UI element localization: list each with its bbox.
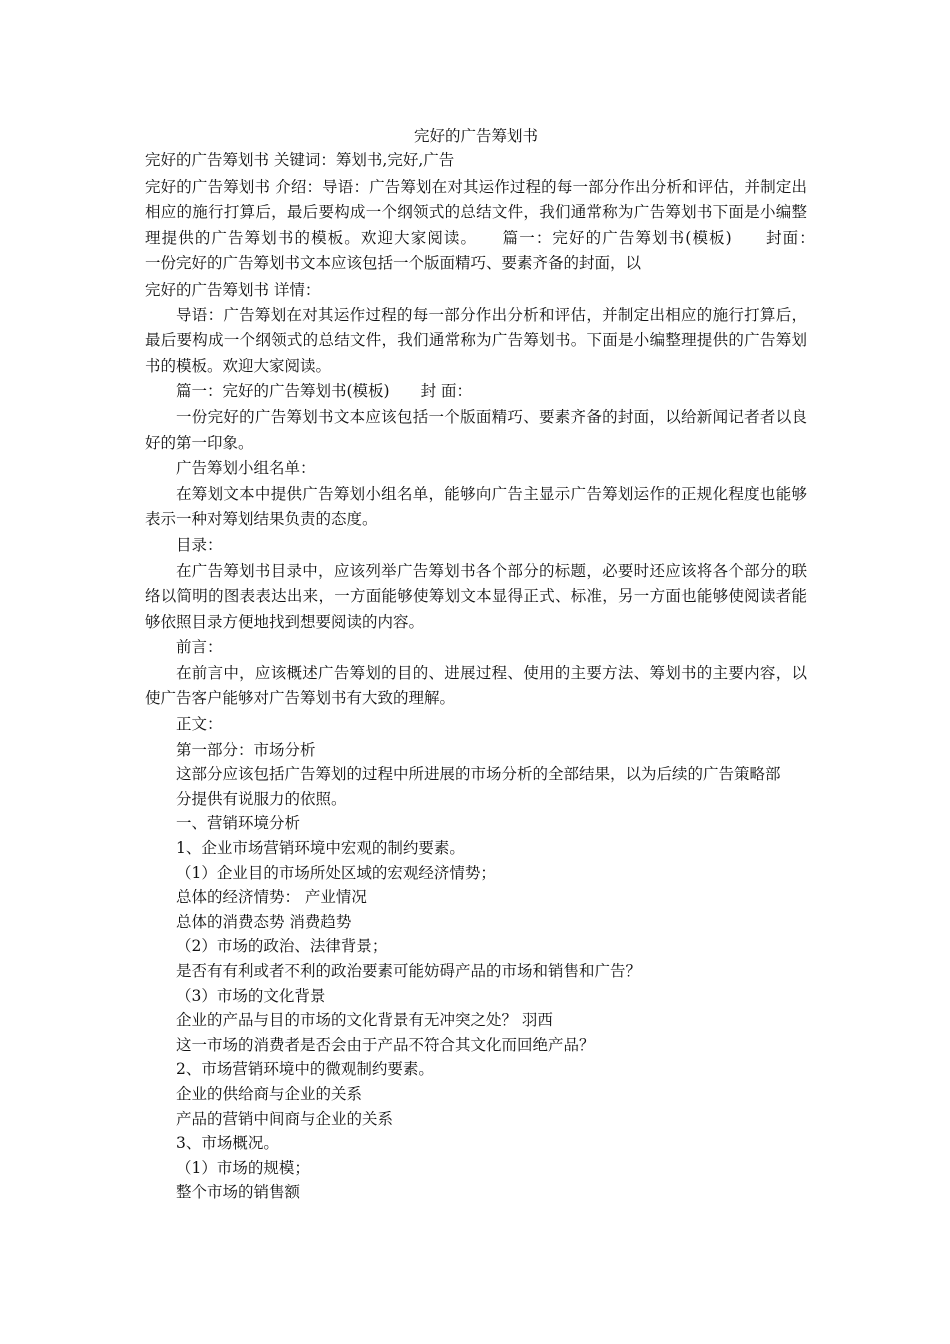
keywords-line: 完好的广告筹划书 关键词：筹划书,完好,广告 [145, 151, 455, 169]
outline-item: 产品的营销中间商与企业的关系 [176, 1109, 394, 1128]
paragraph-team: 在筹划文本中提供广告筹划小组名单，能够向广告主显示广告筹划运作的正规化程度也能够表示一种对筹划结果负责的态度。 [145, 484, 807, 529]
outline-item: 企业的供给商与企业的关系 [176, 1084, 363, 1103]
paragraph-intro: 导语：广告筹划在对其运作过程的每一部分作出分析和评估，并制定出相应的施行打算后，最后要构成一个纲领式的总结文件，我们通常称为广告筹划书。下面是小编整理提供的广告筹划书的模板。欢迎大家阅读。 [145, 305, 807, 375]
paragraph-cover: 一份完好的广告筹划书文本应该包括一个版面精巧、要素齐备的封面，以给新闻记者者以良好的第一印象。 [145, 407, 807, 452]
intro-paragraph: 完好的广告筹划书 介绍：导语：广告筹划在对其运作过程的每一部分作出分析和评估，并制定出相应的施行打算后，最后要构成一个纲领式的总结文件，我们通常称为广告筹划书下面是小编整理提供的广告筹划书的模板。欢迎大家阅读。 篇一：完好的广告筹划书(模板) 封面： 一份完好的广告筹划书文本应该包括一个版面精巧、要素齐备的封面，以 [145, 177, 839, 273]
part-one-description: 这部分应该包括广告筹划的过程中所进展的市场分析的全部结果，以为后续的广告策略部分提供有说服力的依照。 [176, 765, 781, 808]
document-title: 完好的广告筹划书 [413, 127, 538, 145]
outline-item: 这一市场的消费者是否会由于产品不符合其文化而回绝产品？ [176, 1035, 595, 1054]
paragraph-toc-heading: 目录： [176, 535, 223, 554]
outline-item: 一、营销环境分析 [176, 814, 301, 833]
part-one-title: 第一部分：市场分析 [176, 740, 316, 759]
outline-item: 总体的经济情势： 产业情况 [176, 888, 367, 907]
paragraph-preface: 在前言中，应该概述广告筹划的目的、进展过程、使用的主要方法、筹划书的主要内容，以使广告客户能够对广告筹划书有大致的理解。 [145, 663, 807, 708]
paragraph-body-heading: 正文： [176, 715, 223, 734]
outline-item: 企业的产品与目的市场的文化背景有无冲突之处？ 羽西 [176, 1011, 553, 1030]
details-label: 完好的广告筹划书 详情： [145, 280, 321, 299]
outline-item: 是否有有利或者不利的政治要素可能妨碍产品的市场和销售和广告？ [176, 962, 642, 980]
paragraph-team-heading: 广告筹划小组名单： [176, 459, 316, 478]
outline-item: 3、市场概况。 [176, 1134, 279, 1153]
outline-item: 总体的消费态势 消费趋势 [176, 912, 352, 931]
outline-item: （1）市场的规模； [176, 1158, 310, 1177]
paragraph-toc: 在广告筹划书目录中，应该列举广告筹划书各个部分的标题，必要时还应该将各个部分的联络以简明的图表表达出来，一方面能够使筹划文本显得正式、标准，另一方面也能够使阅读者能够依照目录方便地找到想要阅读的内容。 [145, 561, 807, 631]
outline-item: （3）市场的文化背景 [176, 986, 326, 1005]
outline-item: （1）企业目的市场所处区域的宏观经济情势； [176, 863, 496, 882]
outline-item: 整个市场的销售额 [176, 1183, 301, 1202]
paragraph-chapter-one: 篇一：完好的广告筹划书(模板) 封 面： [176, 382, 473, 401]
document-body [145, 124, 839, 1205]
outline-item: （2）市场的政治、法律背景； [176, 937, 388, 956]
paragraph-preface-heading: 前言： [176, 638, 223, 657]
outline-item: 1、企业市场营销环境中宏观的制约要素。 [176, 839, 465, 858]
outline-item: 2、市场营销环境中的微观制约要素。 [176, 1060, 434, 1079]
